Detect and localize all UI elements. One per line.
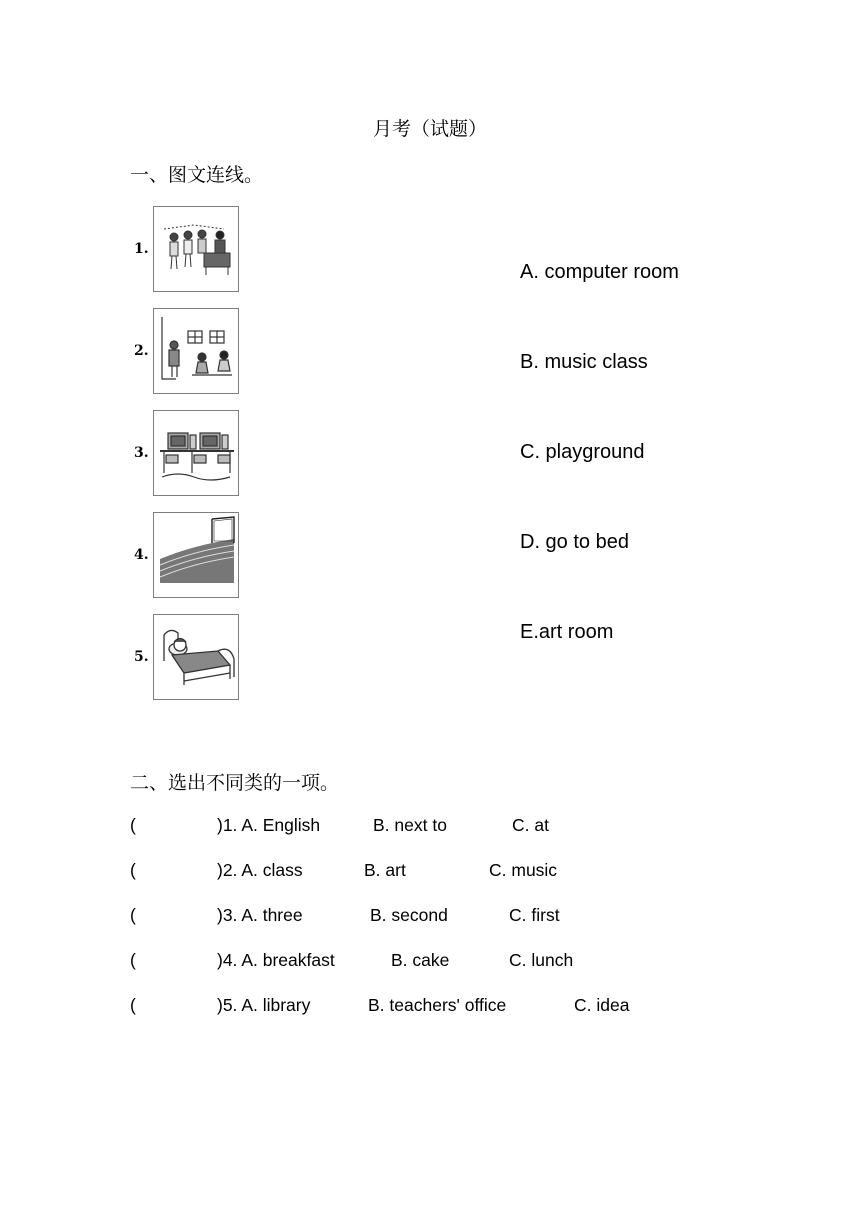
playground-picture [153, 512, 239, 598]
q3-option-b: B. second [370, 905, 448, 925]
q1-stem: )1. A. English [217, 815, 321, 835]
q3-stem: )3. A. three [217, 905, 303, 925]
go-to-bed-picture [153, 614, 239, 700]
computer-room-picture [153, 410, 239, 496]
option-c: C. playground [520, 441, 645, 463]
item-number-4: 4. [134, 547, 149, 563]
q4-stem: )4. A. breakfast [217, 950, 335, 970]
q4-option-b: B. cake [391, 950, 450, 970]
q4-option-c: C. lunch [509, 950, 574, 970]
art-room-picture [153, 308, 239, 394]
option-d: D. go to bed [520, 531, 629, 553]
music-class-picture [153, 206, 239, 292]
q1-paren: ( [130, 815, 136, 835]
q5-stem: )5. A. library [217, 995, 311, 1015]
option-a: A. computer room [520, 261, 679, 283]
q4-paren: ( [130, 950, 136, 970]
q2-option-b: B. art [364, 860, 406, 880]
item-number-5: 5. [134, 649, 149, 665]
page-title: 月考（试题） [372, 118, 487, 140]
q2-option-c: C. music [489, 860, 558, 880]
q2-stem: )2. A. class [217, 860, 303, 880]
item-number-2: 2. [134, 343, 149, 359]
item-number-1: 1. [134, 241, 149, 257]
q1-option-b: B. next to [373, 815, 447, 835]
part1-heading: 一、图文连线。 [130, 164, 264, 186]
option-e: E.art room [520, 621, 614, 643]
q3-option-c: C. first [509, 905, 560, 925]
part2-heading: 二、选出不同类的一项。 [130, 772, 340, 794]
item-number-3: 3. [134, 445, 149, 461]
q1-option-c: C. at [512, 815, 549, 835]
q5-option-c: C. idea [574, 995, 630, 1015]
q2-paren: ( [130, 860, 136, 880]
q5-paren: ( [130, 995, 136, 1015]
option-b: B. music class [520, 351, 648, 373]
q5-option-b: B. teachers' office [368, 995, 507, 1015]
q3-paren: ( [130, 905, 136, 925]
